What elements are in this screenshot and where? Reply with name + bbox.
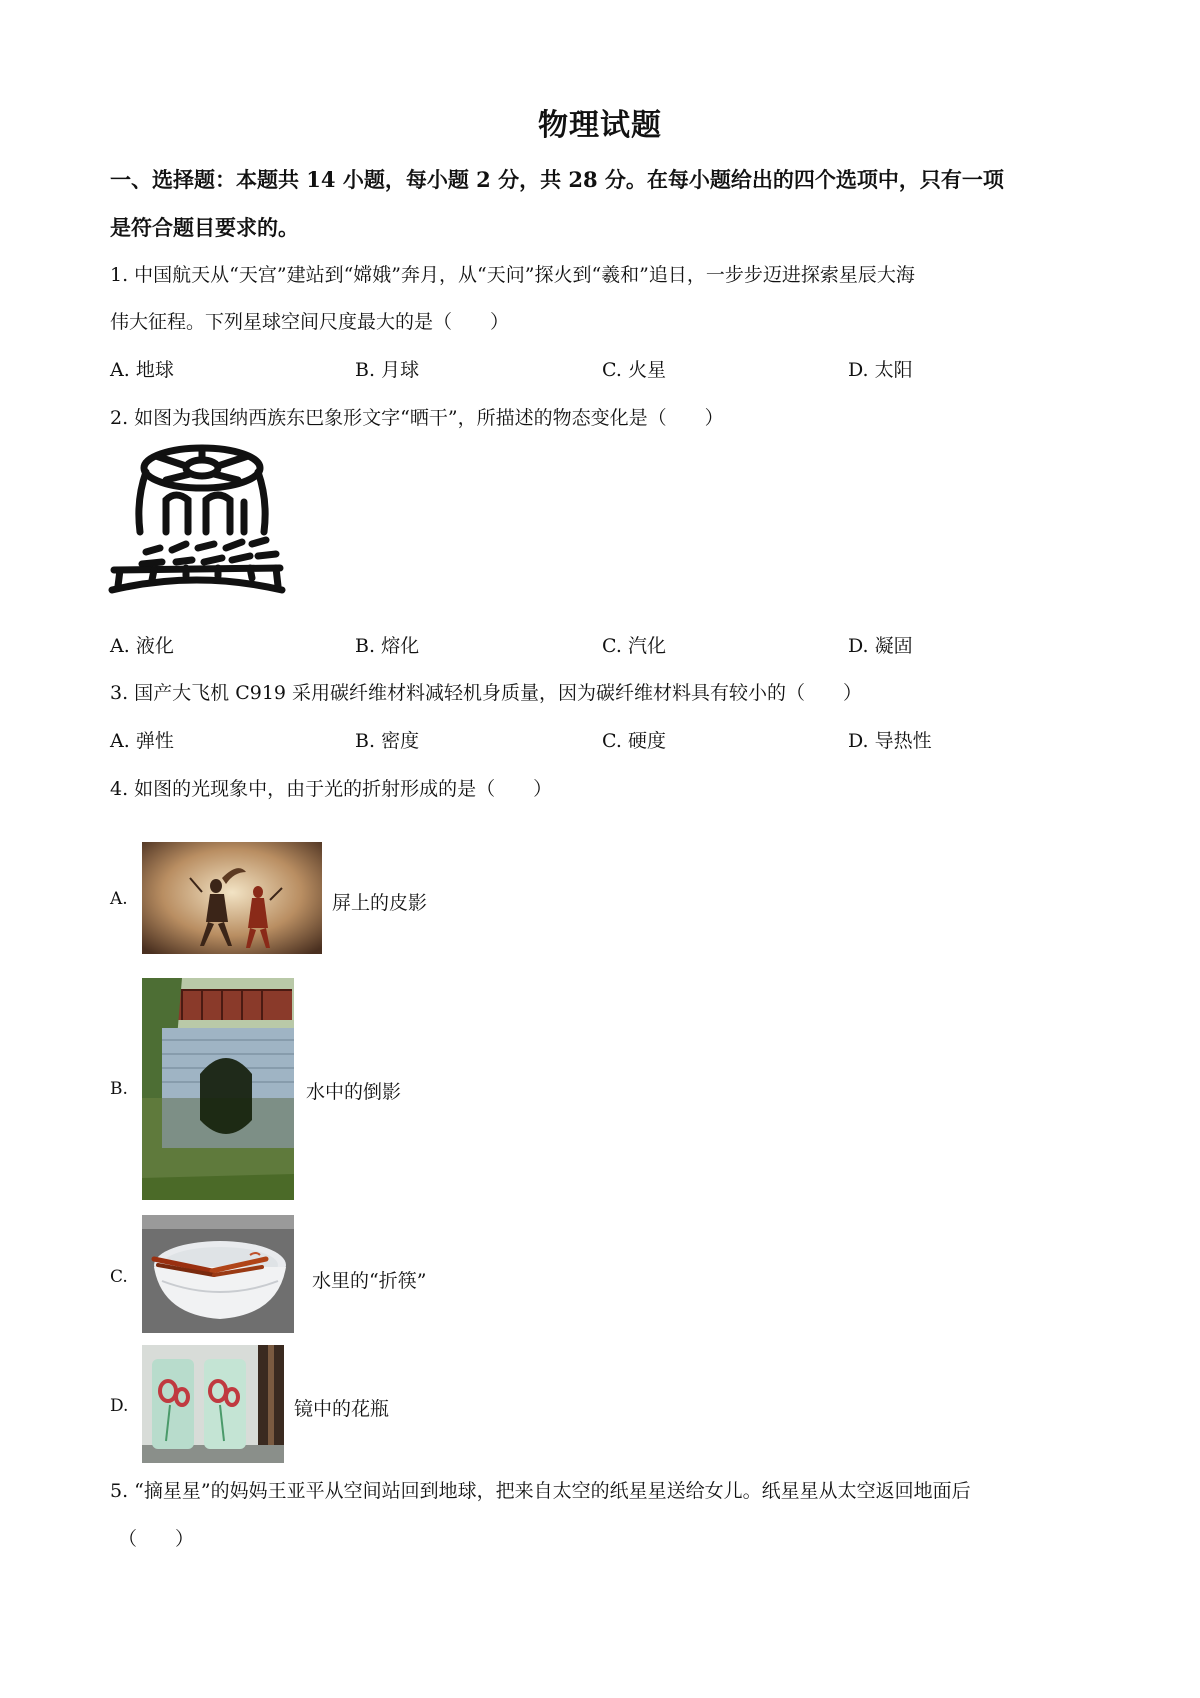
q4-option-b-key: B. <box>110 1079 128 1099</box>
q4-line1: 4. 如图的光现象中，由于光的折射形成的是（ ） <box>110 778 553 800</box>
q1-option-b: B. 月球 <box>355 359 420 381</box>
q3-option-a: A. 弹性 <box>110 730 174 752</box>
q3-option-c: C. 硬度 <box>602 730 666 752</box>
q5-line2: （ ） <box>118 1528 195 1550</box>
q3-option-d: D. 导热性 <box>848 730 932 752</box>
q2-option-a: A. 液化 <box>110 635 174 657</box>
bridge-reflection-photo <box>142 978 294 1200</box>
q4-option-a-key: A. <box>110 889 128 909</box>
q1-option-c: C. 火星 <box>602 359 666 381</box>
q4-option-c-key: C. <box>110 1267 128 1287</box>
q3-line1: 3. 国产大飞机 C919 采用碳纤维材料减轻机身质量，因为碳纤维材料具有较小的（ ） <box>110 682 863 704</box>
section-heading-line2: 是符合题目要求的。 <box>110 215 299 240</box>
shadow-puppet-photo <box>142 842 322 954</box>
q2-option-d: D. 凝固 <box>848 635 913 657</box>
dongba-pictograph-icon <box>106 440 290 598</box>
section-heading-line1: 一、选择题：本题共 14 小题，每小题 2 分，共 28 分。在每小题给出的四个选项中，只有一项 <box>110 167 1004 192</box>
bent-chopsticks-photo <box>142 1215 294 1333</box>
q2-line1: 2. 如图为我国纳西族东巴象形文字“晒干”，所描述的物态变化是（ ） <box>110 407 724 429</box>
q4-option-d-key: D. <box>110 1396 129 1416</box>
q1-option-d: D. 太阳 <box>848 359 913 381</box>
vase-mirror-photo <box>142 1345 284 1463</box>
q4-option-a-text: 屏上的皮影 <box>332 892 428 914</box>
q3-option-b: B. 密度 <box>355 730 420 752</box>
q4-option-d-text: 镜中的花瓶 <box>294 1398 390 1420</box>
q4-option-c-text: 水里的“折筷” <box>312 1270 427 1292</box>
q1-option-a: A. 地球 <box>110 359 174 381</box>
q5-line1: 5. “摘星星”的妈妈王亚平从空间站回到地球，把来自太空的纸星星送给女儿。纸星星从太空返回地面后 <box>110 1480 971 1502</box>
q2-option-b: B. 熔化 <box>355 635 420 657</box>
q2-option-c: C. 汽化 <box>602 635 666 657</box>
q1-line2: 伟大征程。下列星球空间尺度最大的是（ ） <box>110 311 510 333</box>
page-title: 物理试题 <box>538 108 662 143</box>
q4-option-b-text: 水中的倒影 <box>306 1081 402 1103</box>
q1-line1: 1. 中国航天从“天宫”建站到“嫦娥”奔月，从“天问”探火到“羲和”追日，一步步迈进探索星辰大海 <box>110 264 915 286</box>
